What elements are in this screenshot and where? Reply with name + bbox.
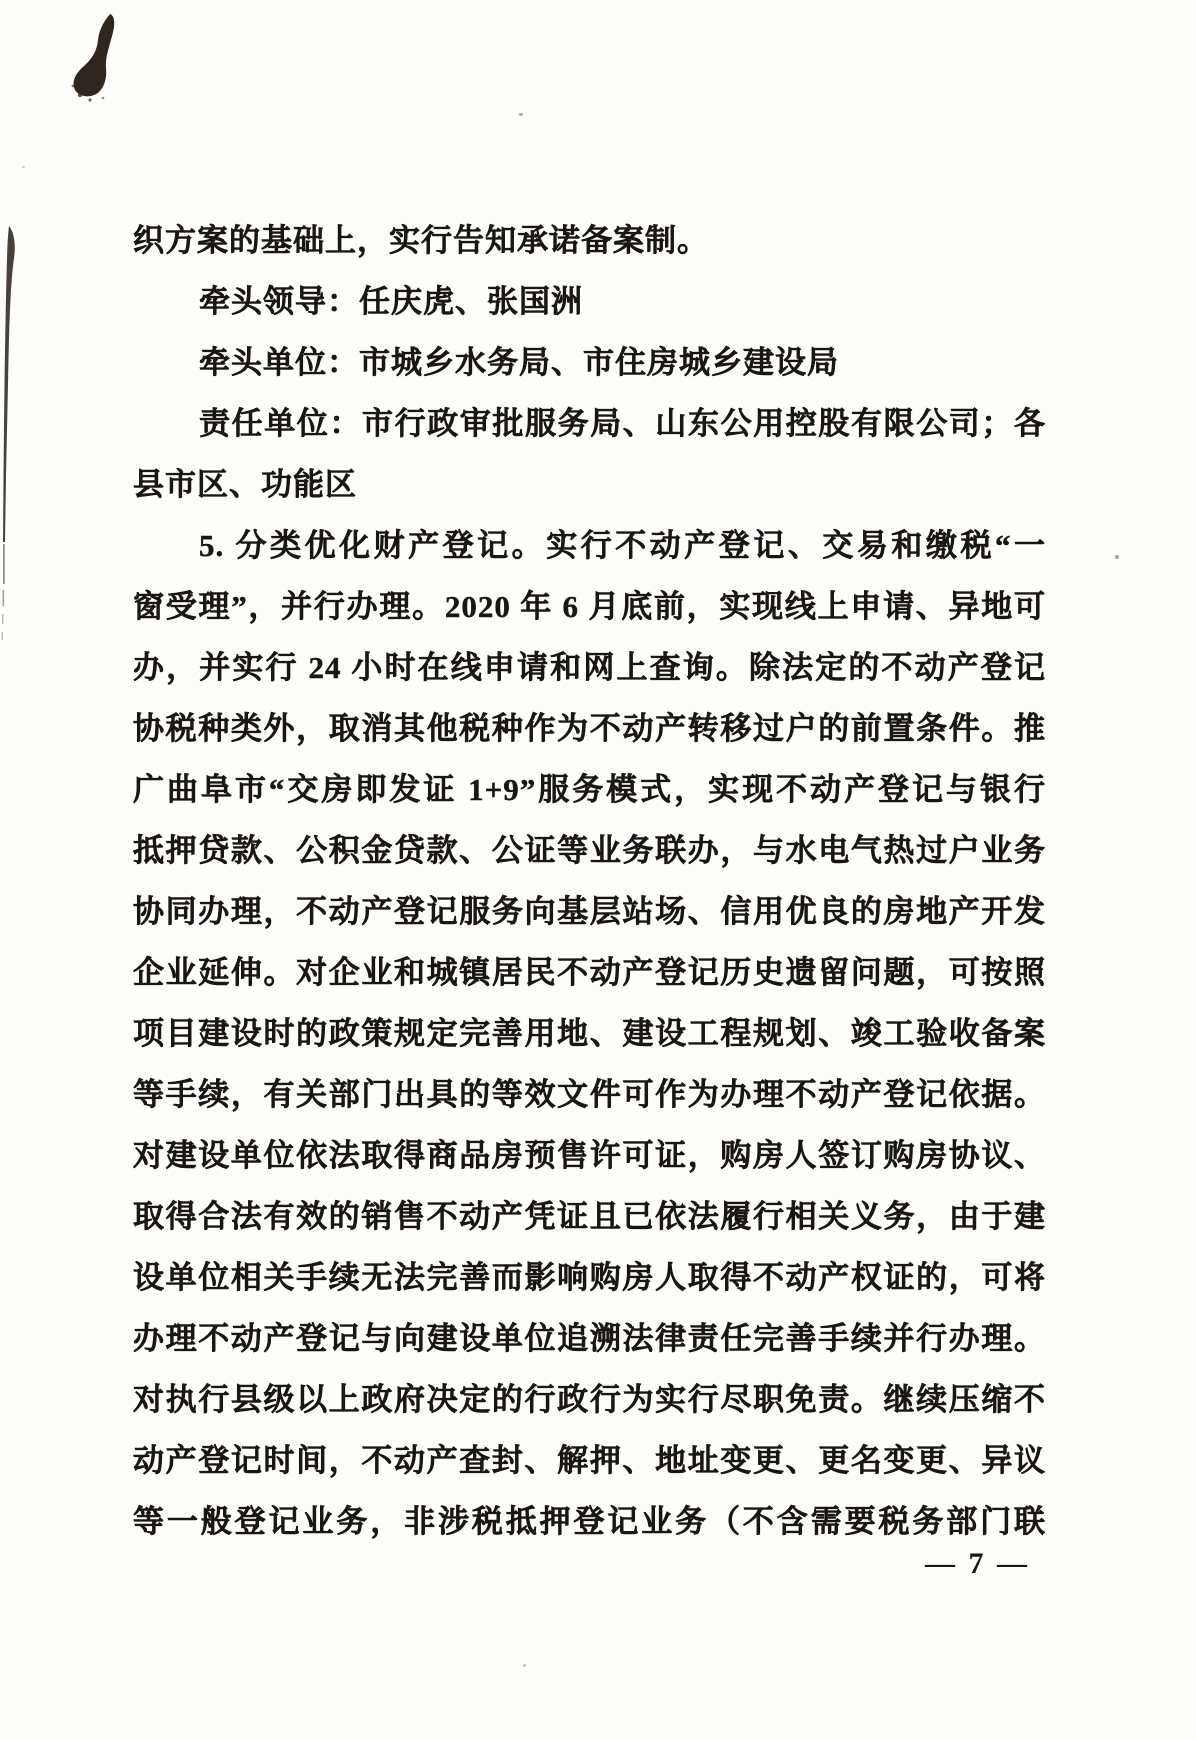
text-line: 县市区、功能区 — [133, 467, 357, 502]
text-line: 5. 分类优化财产登记。实行不动产登记、交易和缴税“一 — [199, 528, 1046, 563]
text-line: 协税种类外，取消其他税种作为不动产转移过户的前置条件。推 — [133, 711, 1046, 746]
text-line: 取得合法有效的销售不动产凭证且已依法履行相关义务，由于建 — [133, 1199, 1046, 1234]
text-line: 等手续，有关部门出具的等效文件可作为办理不动产登记依据。 — [133, 1077, 1046, 1112]
text-line: 动产登记时间，不动产查封、解押、地址变更、更名变更、异议 — [133, 1443, 1046, 1478]
text-line: 责任单位：市行政审批服务局、山东公用控股有限公司；各 — [199, 406, 1046, 441]
text-line: 对建设单位依法取得商品房预售许可证，购房人签订购房协议、 — [133, 1138, 1046, 1173]
text-line: 对执行县级以上政府决定的行政行为实行尽职免责。继续压缩不 — [133, 1382, 1046, 1417]
scan-speck — [519, 113, 523, 116]
text-line: 项目建设时的政策规定完善用地、建设工程规划、竣工验收备案 — [133, 1016, 1046, 1051]
text-line: 设单位相关手续无法完善而影响购房人取得不动产权证的，可将 — [133, 1260, 1046, 1295]
text-line: 办理不动产登记与向建设单位追溯法律责任完善手续并行办理。 — [133, 1321, 1046, 1356]
text-line: 协同办理，不动产登记服务向基层站场、信用优良的房地产开发 — [133, 894, 1046, 929]
text-line: 等一般登记业务，非涉税抵押登记业务（不含需要税务部门联 — [133, 1504, 1046, 1539]
text-line: 织方案的基础上，实行告知承诺备案制。 — [133, 223, 709, 258]
text-line: 办，并实行 24 小时在线申请和网上查询。除法定的不动产登记 — [133, 650, 1046, 685]
text-line: 牵头单位：市城乡水务局、市住房城乡建设局 — [199, 345, 839, 380]
page-number: — 7 — — [925, 1547, 1030, 1580]
text-line: 广曲阜市“交房即发证 1+9”服务模式，实现不动产登记与银行 — [133, 772, 1046, 807]
document-body — [133, 210, 1046, 1552]
scan-speck — [22, 166, 25, 168]
text-line: 牵头领导：任庆虎、张国洲 — [199, 284, 583, 319]
ink-blot-mark — [68, 12, 122, 102]
text-line: 企业延伸。对企业和城镇居民不动产登记历史遗留问题，可按照 — [133, 955, 1046, 990]
scan-speck — [523, 1664, 526, 1667]
text-line: 窗受理”，并行办理。2020 年 6 月底前，实现线上申请、异地可 — [133, 589, 1046, 624]
text-line: 抵押贷款、公积金贷款、公证等业务联办，与水电气热过户业务 — [133, 833, 1046, 868]
scan-edge-streak — [0, 222, 20, 652]
scan-speck — [1115, 555, 1119, 559]
